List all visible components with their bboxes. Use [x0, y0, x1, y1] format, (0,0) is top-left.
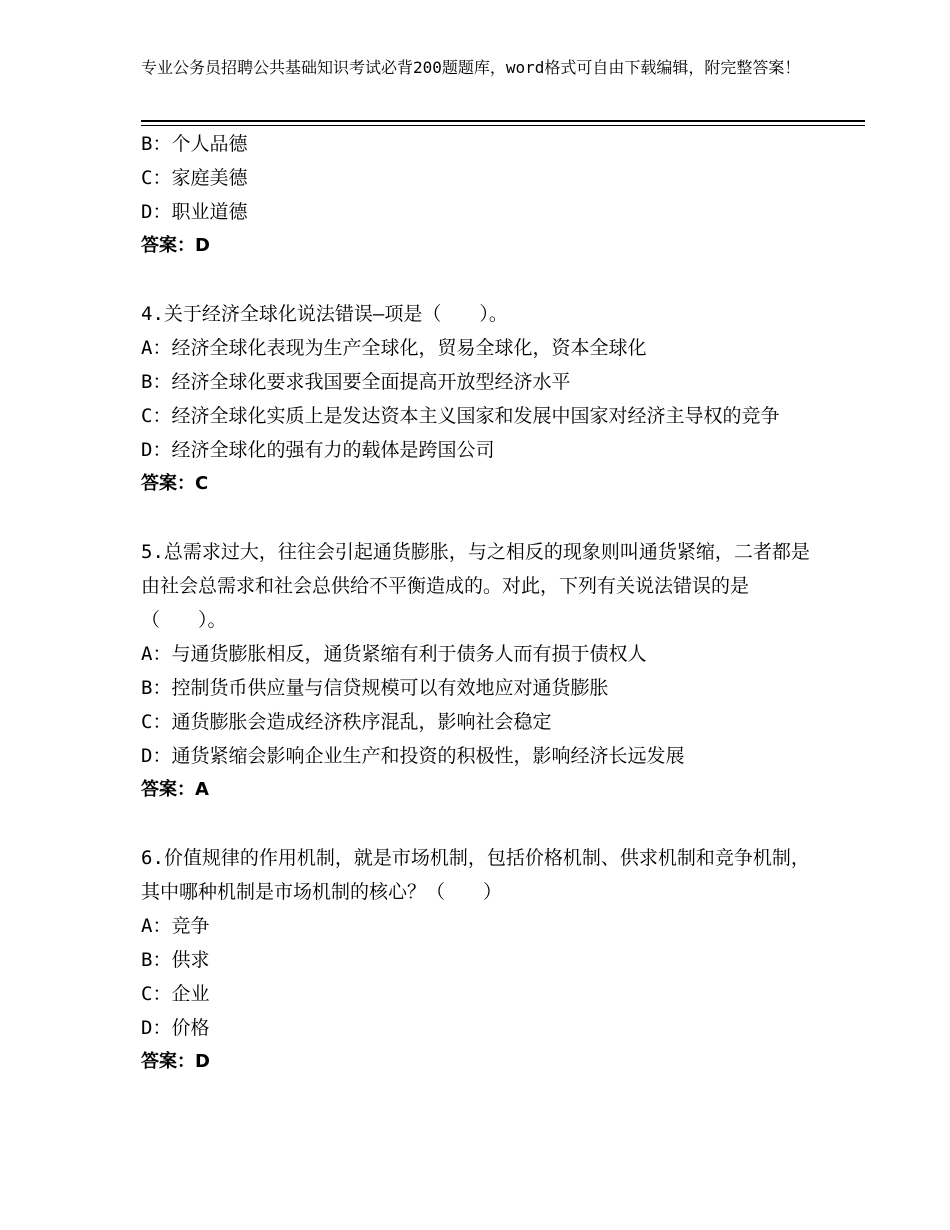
question-block [141, 841, 821, 1079]
question-block [141, 127, 821, 263]
option-b: B：供求 [141, 949, 210, 971]
header-text: 专业公务员招聘公共基础知识考试必背200题题库，word格式可自由下载编辑，附完整答案！ [141, 58, 801, 77]
header-rule-thin [141, 125, 865, 126]
option-b: B：经济全球化要求我国要全面提高开放型经济水平 [141, 371, 571, 393]
option-d: D：经济全球化的强有力的载体是跨国公司 [141, 439, 495, 461]
page-header [141, 56, 841, 79]
spacer [141, 501, 821, 535]
option-a: A：竞争 [141, 915, 210, 937]
option-b: B：控制货币供应量与信贷规模可以有效地应对通货膨胀 [141, 677, 609, 699]
spacer [141, 263, 821, 297]
option-a: A：经济全球化表现为生产全球化，贸易全球化，资本全球化 [141, 337, 647, 359]
spacer [141, 807, 821, 841]
option-c: C：通货膨胀会造成经济秩序混乱，影响社会稳定 [141, 711, 552, 733]
option-c: C：家庭美德 [141, 167, 248, 189]
question-list [141, 127, 821, 1079]
option-b: B：个人品德 [141, 133, 248, 155]
answer-line: 答案：D [141, 1051, 210, 1072]
header-rule-thick [141, 120, 865, 122]
option-c: C：企业 [141, 983, 210, 1005]
question-stem: 6.价值规律的作用机制，就是市场机制，包括价格机制、供求机制和竞争机制，其中哪种机制是市场机制的核心？（ ） [141, 847, 810, 903]
answer-line: 答案：A [141, 779, 209, 800]
option-d: D：职业道德 [141, 201, 248, 223]
answer-line: 答案：D [141, 235, 210, 256]
answer-line: 答案：C [141, 473, 209, 494]
option-d: D：通货紧缩会影响企业生产和投资的积极性，影响经济长远发展 [141, 745, 685, 767]
question-block [141, 297, 821, 501]
question-stem: 4.关于经济全球化说法错误—项是（ ）。 [141, 303, 508, 325]
question-block [141, 535, 821, 807]
option-c: C：经济全球化实质上是发达资本主义国家和发展中国家对经济主导权的竞争 [141, 405, 780, 427]
option-a: A：与通货膨胀相反，通货紧缩有利于债务人而有损于债权人 [141, 643, 647, 665]
option-d: D：价格 [141, 1017, 210, 1039]
question-stem: 5.总需求过大，往往会引起通货膨胀，与之相反的现象则叫通货紧缩，二者都是由社会总需求和社会总供给不平衡造成的。对此，下列有关说法错误的是（ ）。 [141, 541, 810, 631]
